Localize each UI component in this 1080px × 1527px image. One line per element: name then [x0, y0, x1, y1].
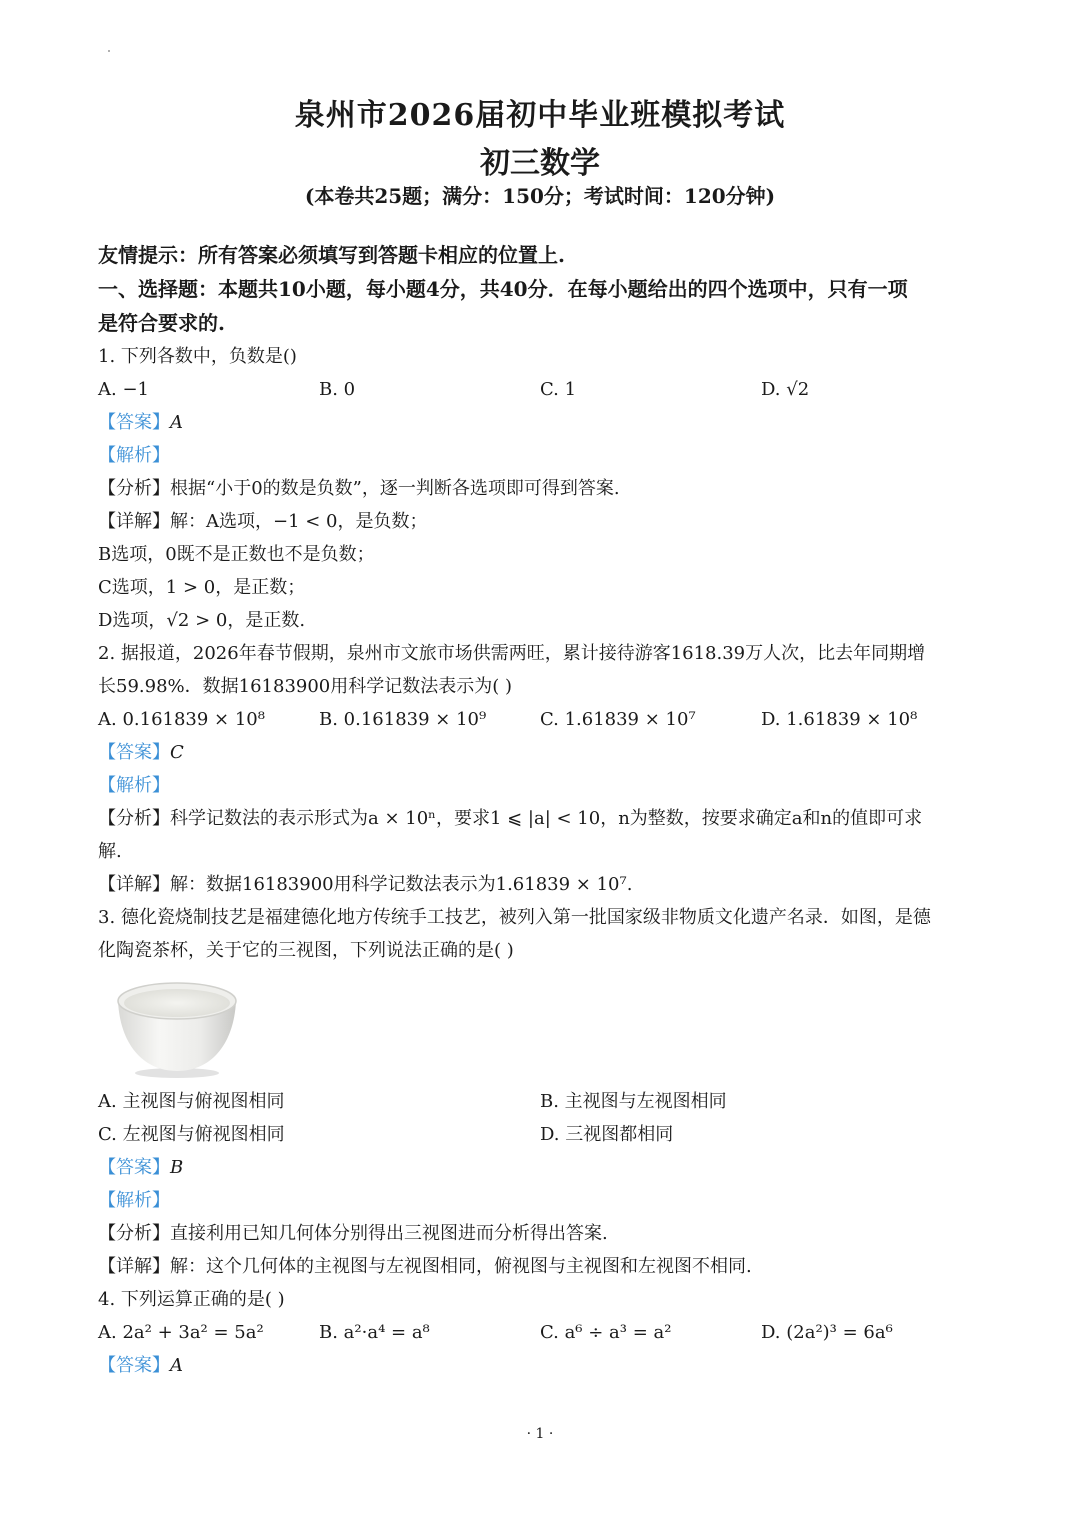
- q1-answer: [98, 406, 988, 439]
- q4-option-c: C. a⁶ ÷ a³ = a²: [540, 1322, 672, 1343]
- section-heading-line1: 一、选择题：本题共10小题，每小题4分，共40分．在每小题给出的四个选项中，只有一项: [98, 277, 908, 301]
- q1-option-a: A. −1: [98, 379, 149, 400]
- answer-tag: 【答案】: [98, 1157, 170, 1178]
- q2-detail: [98, 868, 988, 901]
- q2-stem-2: 长59.98%．数据16183900用科学记数法表示为( ): [98, 676, 513, 697]
- q2-option-b: B. 0.161839 × 10⁹: [319, 709, 487, 730]
- exam-subject: 初三数学: [480, 146, 600, 181]
- q4-answer: [98, 1349, 988, 1382]
- q1-fenxi-text: 根据“小于0的数是负数”，逐一判断各选项即可得到答案.: [170, 478, 620, 499]
- q2-stem-1: 2. 据报道，2026年春节假期，泉州市文旅市场供需两旺，累计接待游客1618.39万人次，比去年同期增: [98, 643, 926, 664]
- q3-fenxi: [98, 1217, 988, 1250]
- q1-detail-4: D选项，√2 > 0，是正数.: [98, 610, 306, 631]
- q2-option-a: A. 0.161839 × 10⁸: [98, 709, 265, 730]
- q1-detail-2: B选项，0既不是正数也不是负数；: [98, 544, 375, 565]
- scan-dot: [108, 50, 110, 52]
- q1-detail-text-1: 解：A选项，−1 < 0，是负数；: [170, 511, 428, 532]
- q1-option-b: B. 0: [319, 379, 356, 400]
- answer-tag: 【答案】: [98, 742, 170, 763]
- q3-detail: [98, 1250, 988, 1283]
- exam-info: (本卷共25题；满分：150分；考试时间：120分钟): [304, 184, 776, 208]
- section-heading-line2: 是符合要求的.: [98, 311, 225, 335]
- q3-detail-text: 解：这个几何体的主视图与左视图相同，俯视图与主视图和左视图不相同.: [170, 1256, 752, 1277]
- notice: 友情提示：所有答案必须填写到答题卡相应的位置上.: [98, 243, 565, 267]
- answer-tag: 【答案】: [98, 1355, 170, 1376]
- answer-tag: 【答案】: [98, 412, 170, 433]
- q1-fenxi: [98, 472, 988, 505]
- q3-analysis-tag: 【解析】: [98, 1190, 170, 1211]
- q4-stem: 4. 下列运算正确的是( ): [98, 1289, 285, 1310]
- q3-answer: [98, 1151, 988, 1184]
- exam-title: 泉州市2026届初中毕业班模拟考试: [294, 98, 786, 133]
- q2-analysis-tag: 【解析】: [98, 775, 170, 796]
- q4-options: [98, 1316, 988, 1349]
- q4-option-a: A. 2a² + 3a² = 5a²: [98, 1322, 264, 1343]
- q2-option-d: D. 1.61839 × 10⁸: [761, 709, 918, 730]
- q3-option-d: D. 三视图都相同: [540, 1124, 674, 1145]
- q2-detail-text: 解：数据16183900用科学记数法表示为1.61839 × 10⁷.: [170, 874, 633, 895]
- page-number: · 1 ·: [526, 1426, 554, 1442]
- xiangjie-tag: 【详解】: [98, 1256, 170, 1277]
- q1-analysis-tag: 【解析】: [98, 445, 170, 466]
- q3-answer-value: B: [170, 1157, 184, 1178]
- q3-option-c: C. 左视图与俯视图相同: [98, 1124, 285, 1145]
- q1-answer-value: A: [170, 412, 183, 433]
- q2-fenxi-2: 解.: [98, 841, 122, 862]
- q1-detail-1: [98, 505, 988, 538]
- q4-option-d: D. (2a²)³ = 6a⁶: [761, 1322, 893, 1343]
- q3-options-row1: [98, 1085, 988, 1118]
- fenxi-tag: 【分析】: [98, 1223, 170, 1244]
- q3-stem-1: 3. 德化瓷烧制技艺是福建德化地方传统手工技艺，被列入第一批国家级非物质文化遗产名录．如图，是德: [98, 907, 931, 928]
- q2-options: [98, 703, 988, 736]
- exam-body: [98, 238, 988, 1382]
- q1-option-c: C. 1: [540, 379, 577, 400]
- teacup-photo: [112, 973, 988, 1081]
- q2-fenxi-text: 科学记数法的表示形式为a × 10ⁿ，要求1 ⩽ |a| < 10，n为整数，按要求确定a和n的值即可求: [170, 808, 923, 829]
- q3-stem-2: 化陶瓷茶杯，关于它的三视图，下列说法正确的是( ): [98, 940, 514, 961]
- q2-answer-value: C: [170, 742, 184, 763]
- q2-answer: [98, 736, 988, 769]
- q3-options-row2: [98, 1118, 988, 1151]
- xiangjie-tag: 【详解】: [98, 874, 170, 895]
- q1-detail-3: C选项，1 > 0，是正数；: [98, 577, 306, 598]
- q2-fenxi-1: [98, 802, 988, 835]
- q3-option-b: B. 主视图与左视图相同: [540, 1091, 727, 1112]
- q4-option-b: B. a²·a⁴ = a⁸: [319, 1322, 430, 1343]
- q1-option-d: D. √2: [761, 379, 810, 400]
- q4-answer-value: A: [170, 1355, 183, 1376]
- q3-option-a: A. 主视图与俯视图相同: [98, 1091, 285, 1112]
- fenxi-tag: 【分析】: [98, 808, 170, 829]
- q3-fenxi-text: 直接利用已知几何体分别得出三视图进而分析得出答案.: [170, 1223, 608, 1244]
- q1-options: [98, 373, 988, 406]
- teacup-icon: [112, 973, 242, 1081]
- fenxi-tag: 【分析】: [98, 478, 170, 499]
- q2-option-c: C. 1.61839 × 10⁷: [540, 709, 696, 730]
- xiangjie-tag: 【详解】: [98, 511, 170, 532]
- q1-stem: 1. 下列各数中，负数是(): [98, 346, 297, 367]
